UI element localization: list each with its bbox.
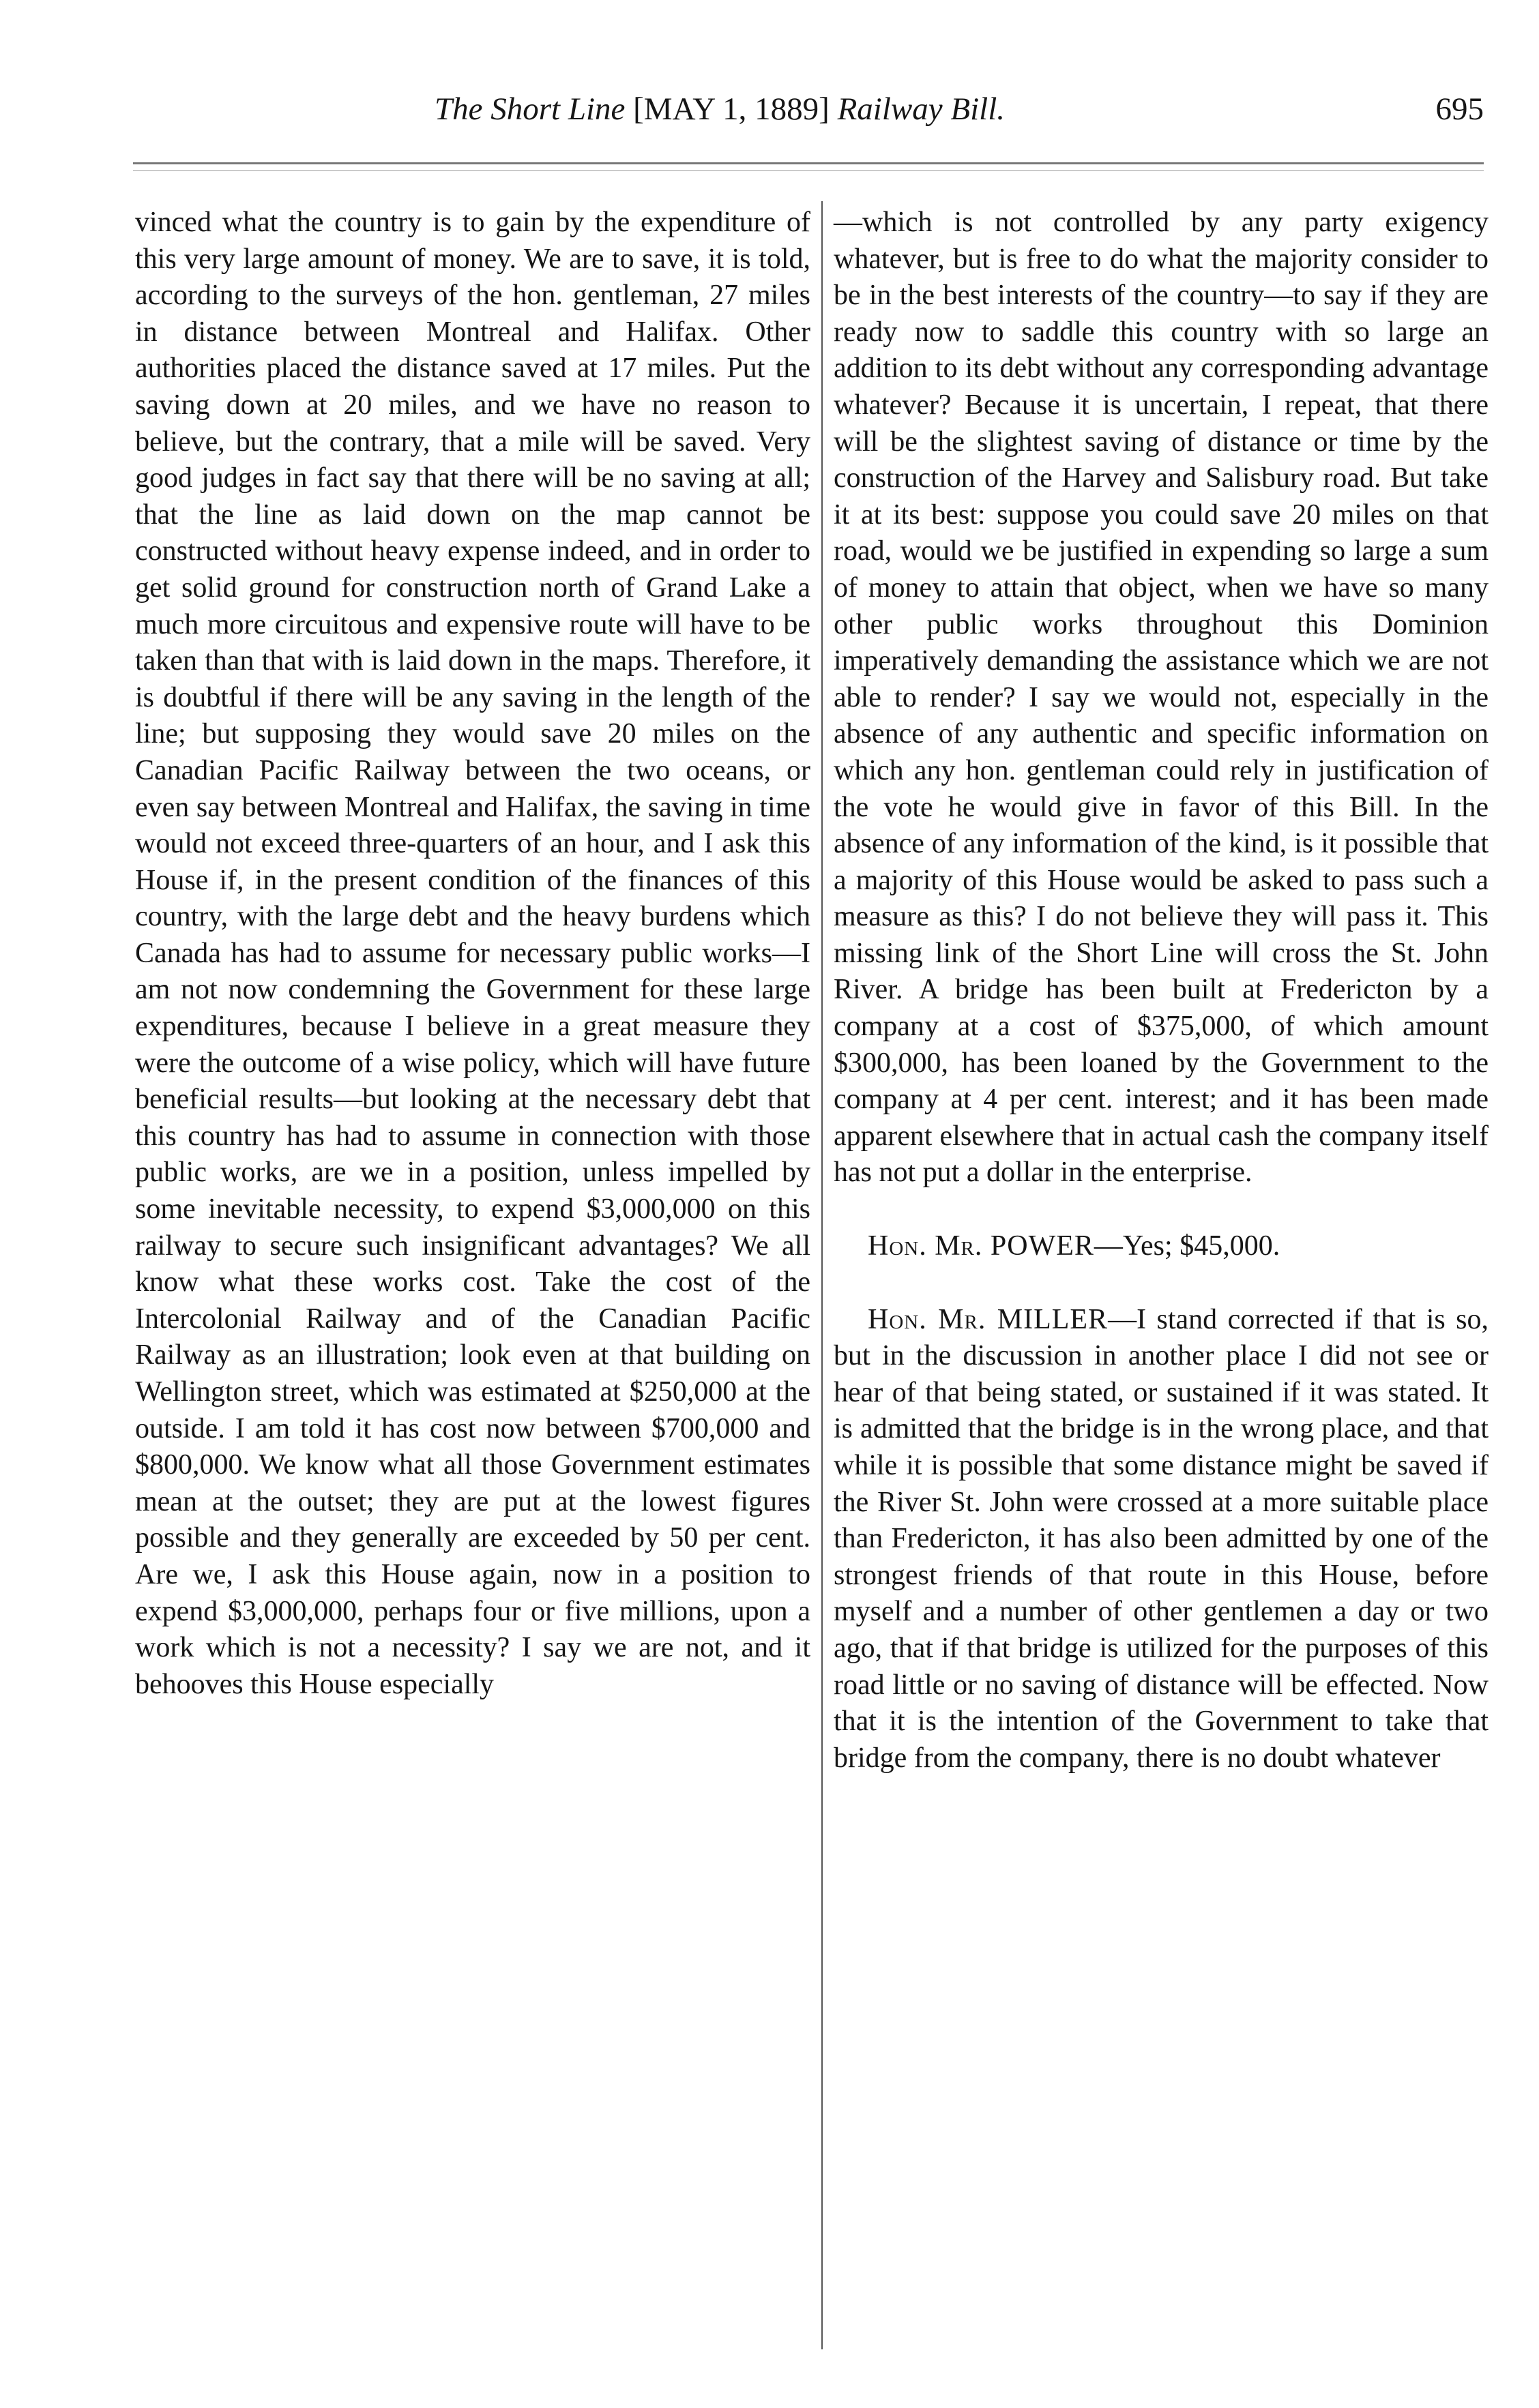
header-title xyxy=(133,82,1306,136)
speech-text: —I stand corrected if that is so, but in the discussion in another place I did not see or hear of that being stated, or sustained if it was stated. It is admitted that the bridge is in the wrong place, and that while it is possible that some distance might be saved if the River St. John were crossed at a more suitable place than Fredericton, it has also been admitted by one of the strongest friends of that route in this House, before myself and a number of other gentlemen a day or two ago, that if that bridge is utilized for the purposes of this road little or no saving of distance will be effected. Now that it is the intention of the Government to take that bridge from the company, there is no doubt whatever xyxy=(834,1303,1489,1774)
left-column xyxy=(135,205,810,1703)
speech-power xyxy=(834,1228,1489,1265)
left-column-text: vinced what the country is to gain by the expenditure of this very large amount of money. We are to save, it is told, according to the surveys of the hon. gentleman, 27 miles in distance between Montreal and Halifax. Other authorities placed the distance saved at 17 miles. Put the saving down at 20 miles, and we have no reason to believe, but the contrary, that a mile will be saved. Very good judges in fact say that there will be no saving at all; that the line as laid down on the map cannot be constructed without heavy expense indeed, and in order to get solid ground for construction north of Grand Lake a much more circuitous and expensive route will have to be taken than that with is laid down in the maps. Therefore, it is doubtful if there will be any saving in the length of the line; but supposing they would save 20 miles on the Canadian Pacific Railway between the two oceans, or even say between Montreal and Halifax, the saving in time would not exceed three-quarters of an hour, and I ask this House if, in the present condition of the finances of this country, with the large debt and the heavy burdens which Canada has had to assume for necessary public works—I am not now condemning the Government for these large expenditures, because I believe in a great measure they were the outcome of a wise policy, which will have future beneficial results—but looking at the necessary debt that this country has had to assume in connection with those public works, are we in a position, unless impelled by some inevitable necessity, to expend $3,000,000 on this railway to secure such insignificant advantages? We all know what these works cost. Take the cost of the Intercolonial Railway and of the Canadian Pacific Railway as an illustration; look even at that building on Wellington street, which was estimated at $250,000 at the outside. I am told it has cost now between $700,000 and $800,000. We know what all those Government estimates mean at the outset; they are put at the lowest figures possible and they generally are exceeded by 50 per cent. Are we, I ask this House again, now in a position to expend $3,000,000, perhaps four or five millions, upon a work which is not a necessity? I say we are not, and it behooves this House especially xyxy=(135,207,810,1700)
header-rule xyxy=(133,162,1484,164)
right-column xyxy=(834,205,1489,1777)
column-divider xyxy=(821,201,823,2349)
page-number: 695 xyxy=(1435,91,1484,127)
speech-text: —Yes; $45,000. xyxy=(1094,1230,1280,1262)
speaker-name: Hon. Mr. MILLER xyxy=(868,1303,1109,1335)
right-column-text: —which is not controlled by any party exigency whatever, but is free to do what the majority consider to be in the best interests of the country—to say if they are ready now to saddle this country with so large an addition to its debt without any corresponding advantage whatever? Because it is uncertain, I repeat, that there will be the slightest saving of distance or time by the construction of the Harvey and Salisbury road. But take it at its best: suppose you could save 20 miles on that road, would we be justified in expending so large a sum of money to attain that object, when we have so many other public works throughout this Dominion imperatively demanding the assistance which we are not able to render? I say we would not, especially in the absence of any authentic and specific information on which any hon. gentleman could rely in justification of the vote he would give in favor of this Bill. In the absence of any information of the kind, is it possible that a majority of this House would be asked to pass such a measure as this? I do not believe they will pass it. This missing link of the Short Line will cross the St. John River. A bridge has been built at Fredericton by a company at a cost of $375,000, of which amount $300,000, has been loaned by the Government to the company at 4 per cent. interest; and it has been made apparent elsewhere that in actual cash the company itself has not put a dollar in the enterprise. xyxy=(834,207,1489,1189)
header-title-part1: The Short Line xyxy=(434,91,626,127)
speaker-name: Hon. Mr. POWER xyxy=(868,1230,1094,1262)
speech-miller xyxy=(834,1302,1489,1777)
header-date: [MAY 1, 1889] xyxy=(633,91,830,127)
header-title-part2: Railway Bill. xyxy=(837,91,1005,127)
running-header xyxy=(133,82,1484,136)
header-rule-thin xyxy=(133,170,1484,171)
